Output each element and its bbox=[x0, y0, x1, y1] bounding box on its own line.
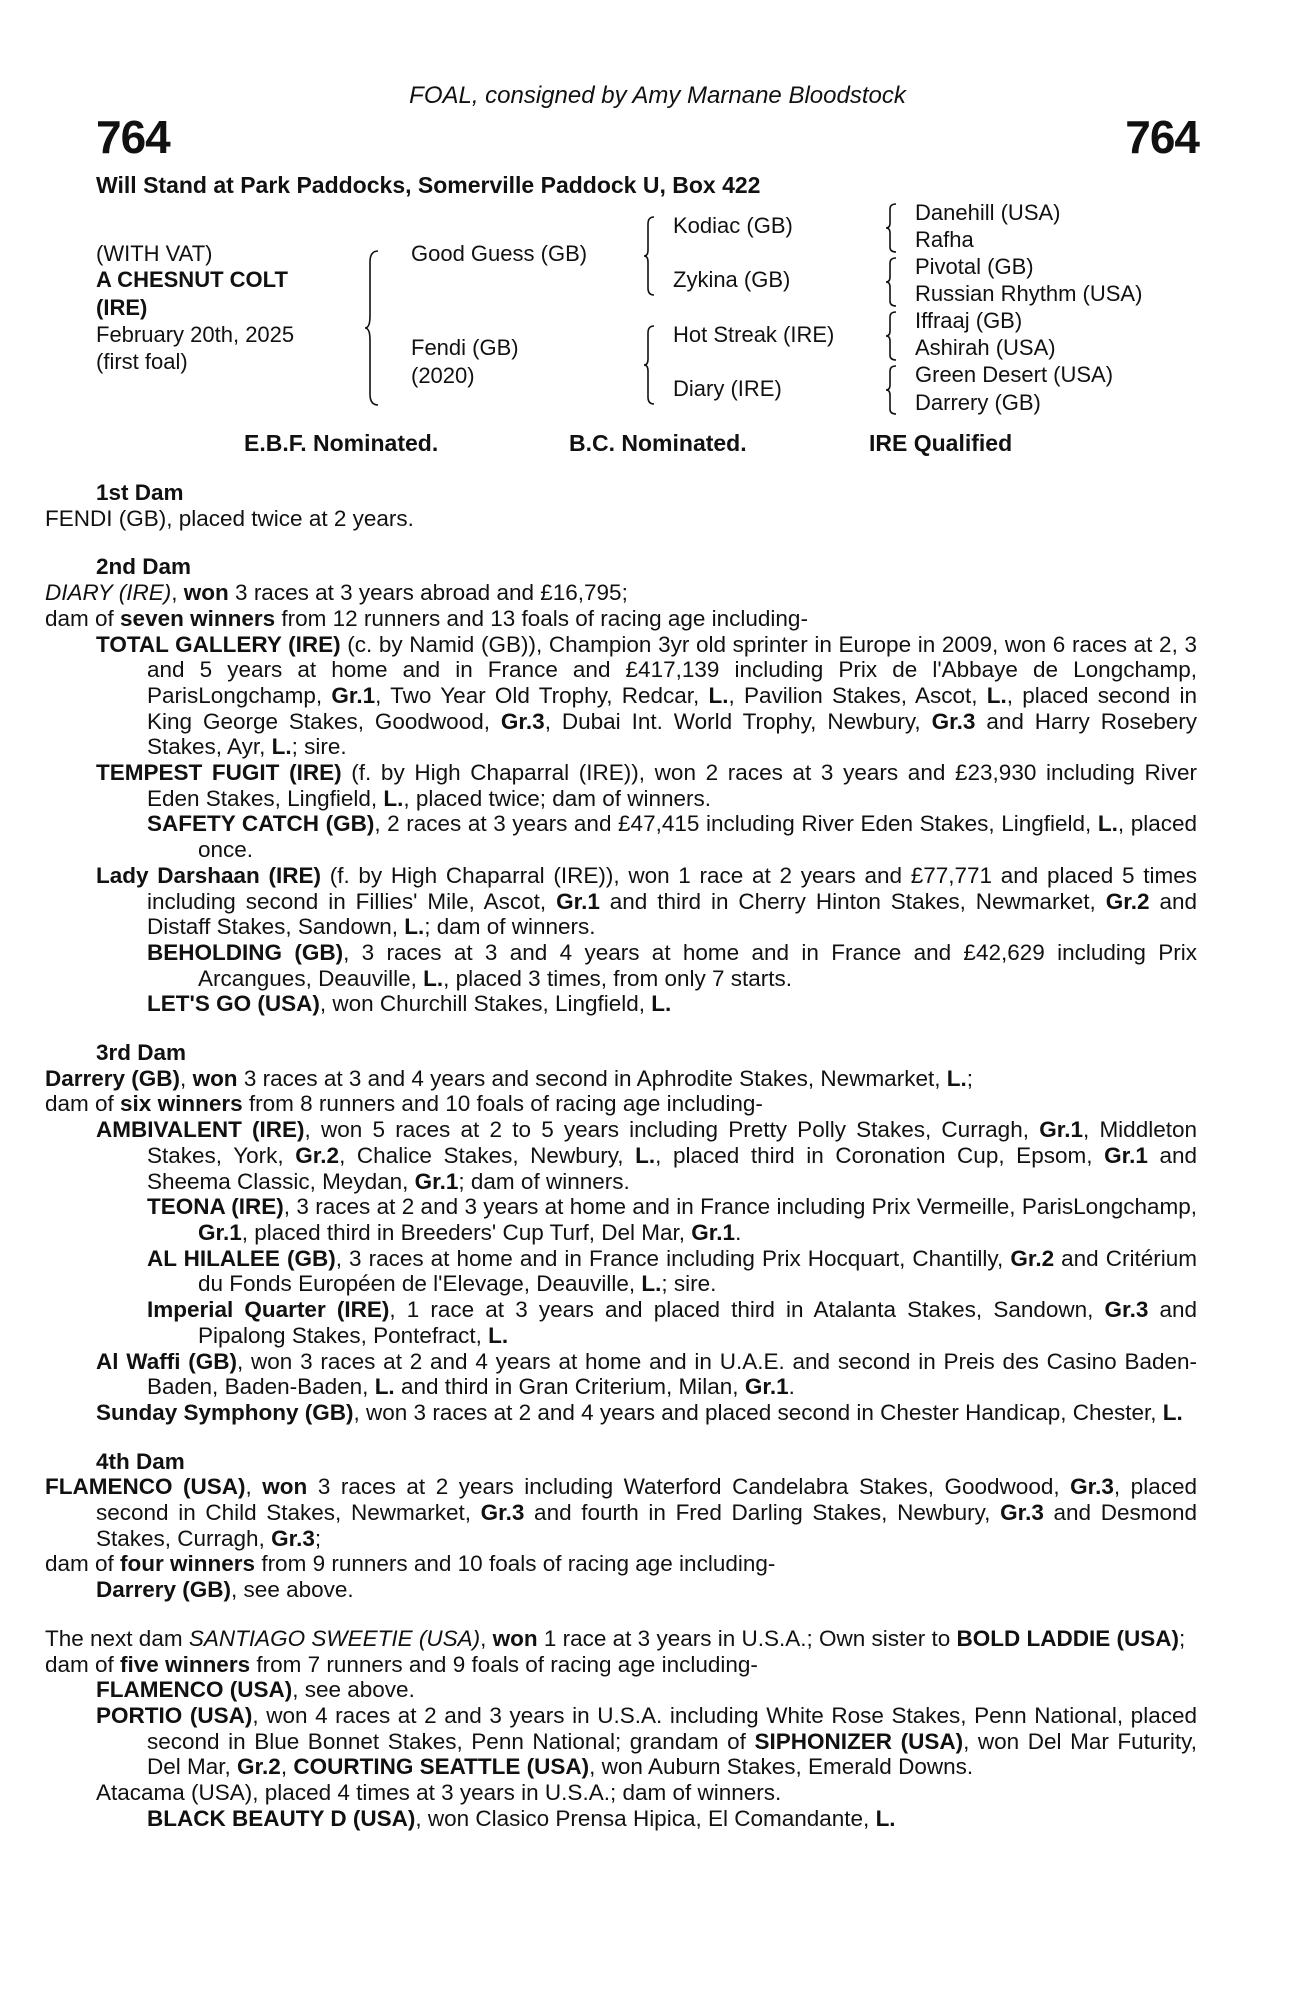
bold-text: COURTING SEATTLE (USA) bbox=[293, 1754, 590, 1780]
bold-text: TOTAL GALLERY (IRE) bbox=[96, 631, 341, 657]
text: . bbox=[788, 1374, 795, 1400]
record-entry bbox=[45, 1066, 1197, 1092]
text: ; bbox=[314, 1525, 322, 1551]
text: ; bbox=[1179, 1625, 1186, 1651]
record-entry bbox=[45, 1806, 1197, 1832]
lot-number-right: 764 bbox=[1125, 111, 1199, 163]
text: and Critérium du Fonds Européen de l'Elevage, Deauville, bbox=[198, 1245, 1198, 1297]
text: , see above. bbox=[292, 1677, 415, 1703]
record-entry bbox=[45, 940, 1197, 991]
text: FENDI (GB), placed twice at 2 years. bbox=[45, 505, 414, 531]
bold-text: LET'S GO (USA) bbox=[147, 991, 320, 1017]
text: and Distaff Stakes, Sandown, bbox=[147, 888, 1197, 940]
ancestor: Russian Rhythm (USA) bbox=[915, 281, 1143, 306]
text: ; sire. bbox=[291, 734, 347, 760]
record-entry bbox=[45, 1297, 1197, 1348]
text: 3 races at 3 years abroad and £16,795; bbox=[228, 580, 628, 606]
dam-section bbox=[45, 1625, 1197, 1832]
text: , 3 races at 2 and 3 years at home and in France including Prix Vermeille, ParisLongchamp, bbox=[283, 1194, 1197, 1220]
section-heading: 1st Dam bbox=[96, 480, 184, 505]
foal-country: (IRE) bbox=[96, 295, 148, 320]
text: , Chalice Stakes, Newbury, bbox=[339, 1142, 636, 1168]
bold-text: L. bbox=[488, 1322, 509, 1348]
italic-text: SANTIAGO SWEETIE (USA) bbox=[188, 1625, 481, 1651]
record-entry bbox=[45, 1474, 1197, 1551]
record-entry bbox=[45, 1194, 1197, 1245]
text: , won Auburn Stakes, Emerald Downs. bbox=[589, 1754, 974, 1780]
text: , Two Year Old Trophy, Redcar, bbox=[375, 682, 709, 708]
dam-section bbox=[45, 1040, 1198, 1426]
bold-text: Gr.2 bbox=[295, 1142, 340, 1168]
bold-text: TEONA (IRE) bbox=[147, 1194, 284, 1220]
text: and fourth in Fred Darling Stakes, Newbury, bbox=[524, 1500, 1001, 1526]
brace-icon bbox=[644, 216, 656, 296]
bold-text: five winners bbox=[120, 1651, 251, 1677]
text: and third in Gran Criterium, Milan, bbox=[394, 1374, 745, 1400]
text: , placed third in Breeders' Cup Turf, Del Mar, bbox=[241, 1219, 692, 1245]
record-entry bbox=[45, 1677, 1197, 1703]
text: (f. by High Chaparral (IRE)), won 2 races at 3 years and £23,930 including River Eden Stakes, Lingfield, bbox=[147, 760, 1197, 811]
text: , won 3 races at 2 and 4 years at home and in U.A.E. and second in Preis des Casino Baden-Baden, Baden-Baden, bbox=[147, 1348, 1197, 1400]
bold-text: FLAMENCO (USA) bbox=[96, 1677, 293, 1703]
bold-text: Gr.1 bbox=[556, 888, 600, 914]
bold-text: Al Waffi (GB) bbox=[96, 1348, 237, 1374]
bold-text: L. bbox=[271, 734, 292, 760]
text: dam of bbox=[45, 1551, 121, 1577]
bold-text: Gr.3 bbox=[480, 1500, 525, 1526]
bold-text: SAFETY CATCH (GB) bbox=[147, 811, 375, 837]
bold-text: Darrery (GB) bbox=[96, 1577, 232, 1603]
bold-text: TEMPEST FUGIT (IRE) bbox=[96, 760, 342, 786]
section-heading: 2nd Dam bbox=[96, 554, 192, 580]
bold-text: four winners bbox=[120, 1551, 256, 1577]
foal-name: A CHESNUT COLT bbox=[96, 267, 288, 292]
text: , placed third in Coronation Cup, Epsom, bbox=[655, 1142, 1105, 1168]
text: , bbox=[280, 1754, 294, 1780]
bold-text: AL HILALEE (GB) bbox=[147, 1245, 336, 1271]
bold-text: Gr.1 bbox=[1104, 1142, 1148, 1168]
bold-text: Gr.3 bbox=[1000, 1500, 1044, 1526]
text: , bbox=[171, 580, 184, 606]
bold-text: Gr.3 bbox=[500, 708, 545, 734]
text: and Sheema Classic, Meydan, bbox=[147, 1142, 1197, 1194]
bc-nomination: B.C. Nominated. bbox=[569, 430, 747, 456]
record-entry bbox=[45, 1246, 1197, 1297]
text: ; dam of winners. bbox=[458, 1168, 630, 1194]
record-entry bbox=[45, 1349, 1197, 1400]
text: , 3 races at home and in France including Prix Hocquart, Chantilly, bbox=[335, 1245, 1011, 1271]
brace-icon bbox=[644, 325, 656, 405]
bold-text: L. bbox=[875, 1805, 896, 1831]
dam-section bbox=[45, 1448, 1197, 1603]
bold-text: Imperial Quarter (IRE) bbox=[147, 1297, 390, 1323]
bold-text: FLAMENCO (USA) bbox=[45, 1474, 246, 1500]
bold-text: BLACK BEAUTY D (USA) bbox=[147, 1805, 416, 1831]
italic-text: DIARY (IRE) bbox=[45, 580, 172, 606]
bold-text: PORTIO (USA) bbox=[96, 1702, 253, 1728]
section-heading: 4th Dam bbox=[96, 1448, 185, 1474]
record-entry bbox=[45, 1703, 1197, 1780]
record-entry bbox=[45, 580, 1197, 606]
text: , won 5 races at 2 to 5 years including Pretty Polly Stakes, Curragh, bbox=[304, 1117, 1040, 1143]
bold-text: L. bbox=[1162, 1399, 1183, 1425]
sire-dam: Zykina (GB) bbox=[673, 267, 791, 292]
text: , placed 3 times, from only 7 starts. bbox=[443, 965, 793, 991]
bold-text: Gr.3 bbox=[1070, 1474, 1114, 1500]
bold-text: Gr.3 bbox=[271, 1525, 315, 1551]
text: and Harry Rosebery Stakes, Ayr, bbox=[147, 708, 1197, 760]
sire: Good Guess (GB) bbox=[411, 241, 588, 266]
bold-text: Lady Darshaan (IRE) bbox=[96, 862, 321, 888]
bold-text: Gr.1 bbox=[198, 1219, 242, 1245]
text: dam of bbox=[45, 605, 121, 631]
text: , bbox=[480, 1625, 493, 1651]
bold-text: seven winners bbox=[120, 605, 276, 631]
record-entry bbox=[45, 1780, 1197, 1806]
record-entry bbox=[45, 1400, 1197, 1426]
record-entry bbox=[45, 1652, 1197, 1678]
ancestor: Ashirah (USA) bbox=[915, 335, 1056, 360]
text: , won Clasico Prensa Hipica, El Comandante, bbox=[415, 1805, 876, 1831]
bold-text: won bbox=[262, 1474, 308, 1500]
record-entry bbox=[45, 1091, 1197, 1117]
text: 3 races at 3 and 4 years and second in Aphrodite Stakes, Newmarket, bbox=[237, 1065, 947, 1091]
foal-note: (first foal) bbox=[96, 349, 188, 374]
record-entry bbox=[45, 991, 1197, 1017]
record-entry bbox=[45, 1117, 1197, 1194]
foal-dob: February 20th, 2025 bbox=[96, 322, 295, 347]
ancestor: Danehill (USA) bbox=[915, 200, 1061, 225]
text: , 1 race at 3 years and placed third in Atalanta Stakes, Sandown, bbox=[389, 1297, 1105, 1323]
text: , Dubai Int. World Trophy, Newbury, bbox=[544, 708, 932, 734]
brace-icon bbox=[886, 365, 898, 415]
bold-text: Gr.2 bbox=[237, 1754, 281, 1780]
text: ; bbox=[966, 1065, 973, 1091]
second-dam: Diary (IRE) bbox=[673, 376, 782, 401]
text: , placed second in King George Stakes, Goodwood, bbox=[147, 682, 1198, 734]
record-entry bbox=[45, 632, 1197, 761]
bold-text: L. bbox=[641, 1271, 662, 1297]
bold-text: Gr.3 bbox=[1104, 1297, 1149, 1323]
text: , won Churchill Stakes, Lingfield, bbox=[319, 991, 652, 1017]
ancestor: Pivotal (GB) bbox=[915, 254, 1034, 279]
text: , won Del Mar Futurity, Del Mar, bbox=[147, 1728, 1197, 1780]
text: , Pavilion Stakes, Ascot, bbox=[728, 682, 987, 708]
text: , placed twice; dam of winners. bbox=[403, 785, 712, 811]
text: , see above. bbox=[231, 1577, 354, 1603]
bold-text: won bbox=[492, 1625, 538, 1651]
text: , won 4 races at 2 and 3 years in U.S.A. including White Rose Stakes, Penn National, placed second in Blue Bonnet Stakes, Penn National; grandam of bbox=[147, 1702, 1197, 1754]
bold-text: won bbox=[183, 580, 229, 606]
ancestor: Darrery (GB) bbox=[915, 390, 1041, 415]
text: , 2 races at 3 years and £47,415 including River Eden Stakes, Lingfield, bbox=[374, 811, 1098, 837]
lot-number-left: 764 bbox=[96, 111, 170, 163]
record-entry bbox=[45, 1577, 1197, 1603]
ancestor: Green Desert (USA) bbox=[915, 362, 1114, 387]
text: from 8 runners and 10 foals of racing age including- bbox=[242, 1091, 763, 1117]
record-entry bbox=[45, 863, 1197, 940]
bold-text: Gr.2 bbox=[1105, 888, 1150, 914]
record-entry bbox=[45, 760, 1197, 811]
ancestor: Iffraaj (GB) bbox=[915, 308, 1023, 333]
bold-text: L. bbox=[986, 682, 1007, 708]
dam-section bbox=[45, 554, 1198, 1017]
text: , 3 races at 3 and 4 years at home and in France and £42,629 including Prix Arcangues, Deauville, bbox=[198, 939, 1197, 991]
bold-text: Gr.3 bbox=[931, 708, 976, 734]
text: from 9 runners and 10 foals of racing age including- bbox=[255, 1551, 776, 1577]
bold-text: L. bbox=[946, 1065, 967, 1091]
bold-text: won bbox=[192, 1065, 238, 1091]
bold-text: L. bbox=[374, 1374, 395, 1400]
brace-icon bbox=[366, 250, 380, 406]
consignor-line: FOAL, consigned by Amy Marnane Bloodstock bbox=[409, 82, 906, 109]
text: ; sire. bbox=[661, 1271, 717, 1297]
text: ; dam of winners. bbox=[424, 914, 596, 940]
bold-text: SIPHONIZER (USA) bbox=[754, 1728, 964, 1754]
record-entry bbox=[45, 1551, 1197, 1577]
bold-text: Darrery (GB) bbox=[45, 1065, 181, 1091]
text: , Middleton Stakes, York, bbox=[147, 1117, 1197, 1168]
dam-year: (2020) bbox=[411, 363, 475, 388]
dam-sire: Hot Streak (IRE) bbox=[673, 322, 835, 347]
bold-text: L. bbox=[404, 914, 425, 940]
bold-text: L. bbox=[708, 682, 729, 708]
bold-text: Gr.1 bbox=[691, 1219, 736, 1245]
text: , bbox=[180, 1065, 193, 1091]
text: . bbox=[735, 1219, 742, 1245]
text: , placed once. bbox=[198, 811, 1197, 863]
bold-text: L. bbox=[635, 1142, 656, 1168]
text: 1 race at 3 years in U.S.A.; Own sister to bbox=[537, 1625, 957, 1651]
bold-text: BEHOLDING (GB) bbox=[147, 939, 344, 965]
text: from 7 runners and 9 foals of racing age including- bbox=[250, 1651, 758, 1677]
ire-qualified: IRE Qualified bbox=[869, 430, 1013, 456]
produce-record bbox=[45, 480, 1198, 1831]
bold-text: Gr.1 bbox=[744, 1374, 789, 1400]
bold-text: L. bbox=[651, 991, 672, 1017]
bold-text: L. bbox=[383, 785, 404, 811]
bold-text: Gr.2 bbox=[1010, 1245, 1055, 1271]
text: dam of bbox=[45, 1651, 121, 1677]
text: , placed second in Child Stakes, Newmarket, bbox=[96, 1474, 1197, 1526]
ebf-nomination: E.B.F. Nominated. bbox=[244, 430, 439, 456]
bold-text: Gr.1 bbox=[331, 682, 376, 708]
record-entry bbox=[45, 1626, 1197, 1652]
stabling-location: Will Stand at Park Paddocks, Somerville Paddock U, Box 422 bbox=[96, 172, 761, 198]
text: (c. by Namid (GB)), Champion 3yr old sprinter in Europe in 2009, won 6 races at 2, 3 and 5 years at home and in France and £417,139 including Prix de l'Abbaye de Longchamp, ParisLongchamp, bbox=[147, 631, 1197, 708]
brace-icon bbox=[886, 257, 898, 307]
bold-text: BOLD LADDIE (USA) bbox=[956, 1625, 1180, 1651]
text: dam of bbox=[45, 1091, 121, 1117]
record-entry bbox=[45, 811, 1197, 862]
text: (f. by High Chaparral (IRE)), won 1 race at 2 years and £77,771 and placed 5 times including second in Fillies' Mile, Ascot, bbox=[147, 862, 1197, 914]
record-entry bbox=[45, 606, 1197, 632]
bold-text: L. bbox=[1097, 811, 1118, 837]
bold-text: AMBIVALENT (IRE) bbox=[96, 1117, 305, 1143]
text: , won 3 races at 2 and 4 years and placed second in Chester Handicap, Chester, bbox=[353, 1399, 1163, 1425]
text: , bbox=[245, 1474, 263, 1500]
text: and Desmond Stakes, Curragh, bbox=[96, 1500, 1197, 1551]
dam: Fendi (GB) bbox=[411, 335, 519, 360]
bold-text: L. bbox=[423, 965, 444, 991]
text: and Pipalong Stakes, Pontefract, bbox=[198, 1297, 1198, 1348]
text: from 12 runners and 13 foals of racing age including- bbox=[275, 605, 808, 631]
bold-text: six winners bbox=[120, 1091, 243, 1117]
record-entry bbox=[45, 506, 1197, 532]
text: Atacama (USA), placed 4 times at 3 years in U.S.A.; dam of winners. bbox=[96, 1780, 782, 1806]
text: and third in Cherry Hinton Stakes, Newmarket, bbox=[599, 888, 1106, 914]
ancestor: Rafha bbox=[915, 227, 974, 252]
text: 3 races at 2 years including Waterford Candelabra Stakes, Goodwood, bbox=[307, 1474, 1071, 1500]
brace-icon bbox=[886, 311, 898, 361]
text: The next dam bbox=[45, 1625, 189, 1651]
dam-section bbox=[45, 480, 1197, 531]
section-heading: 3rd Dam bbox=[96, 1040, 187, 1066]
brace-icon bbox=[886, 203, 898, 253]
vat-note: (WITH VAT) bbox=[96, 241, 213, 266]
bold-text: Gr.1 bbox=[1039, 1117, 1083, 1143]
grandsire: Kodiac (GB) bbox=[673, 213, 793, 238]
bold-text: Gr.1 bbox=[414, 1168, 459, 1194]
bold-text: Sunday Symphony (GB) bbox=[96, 1399, 354, 1425]
